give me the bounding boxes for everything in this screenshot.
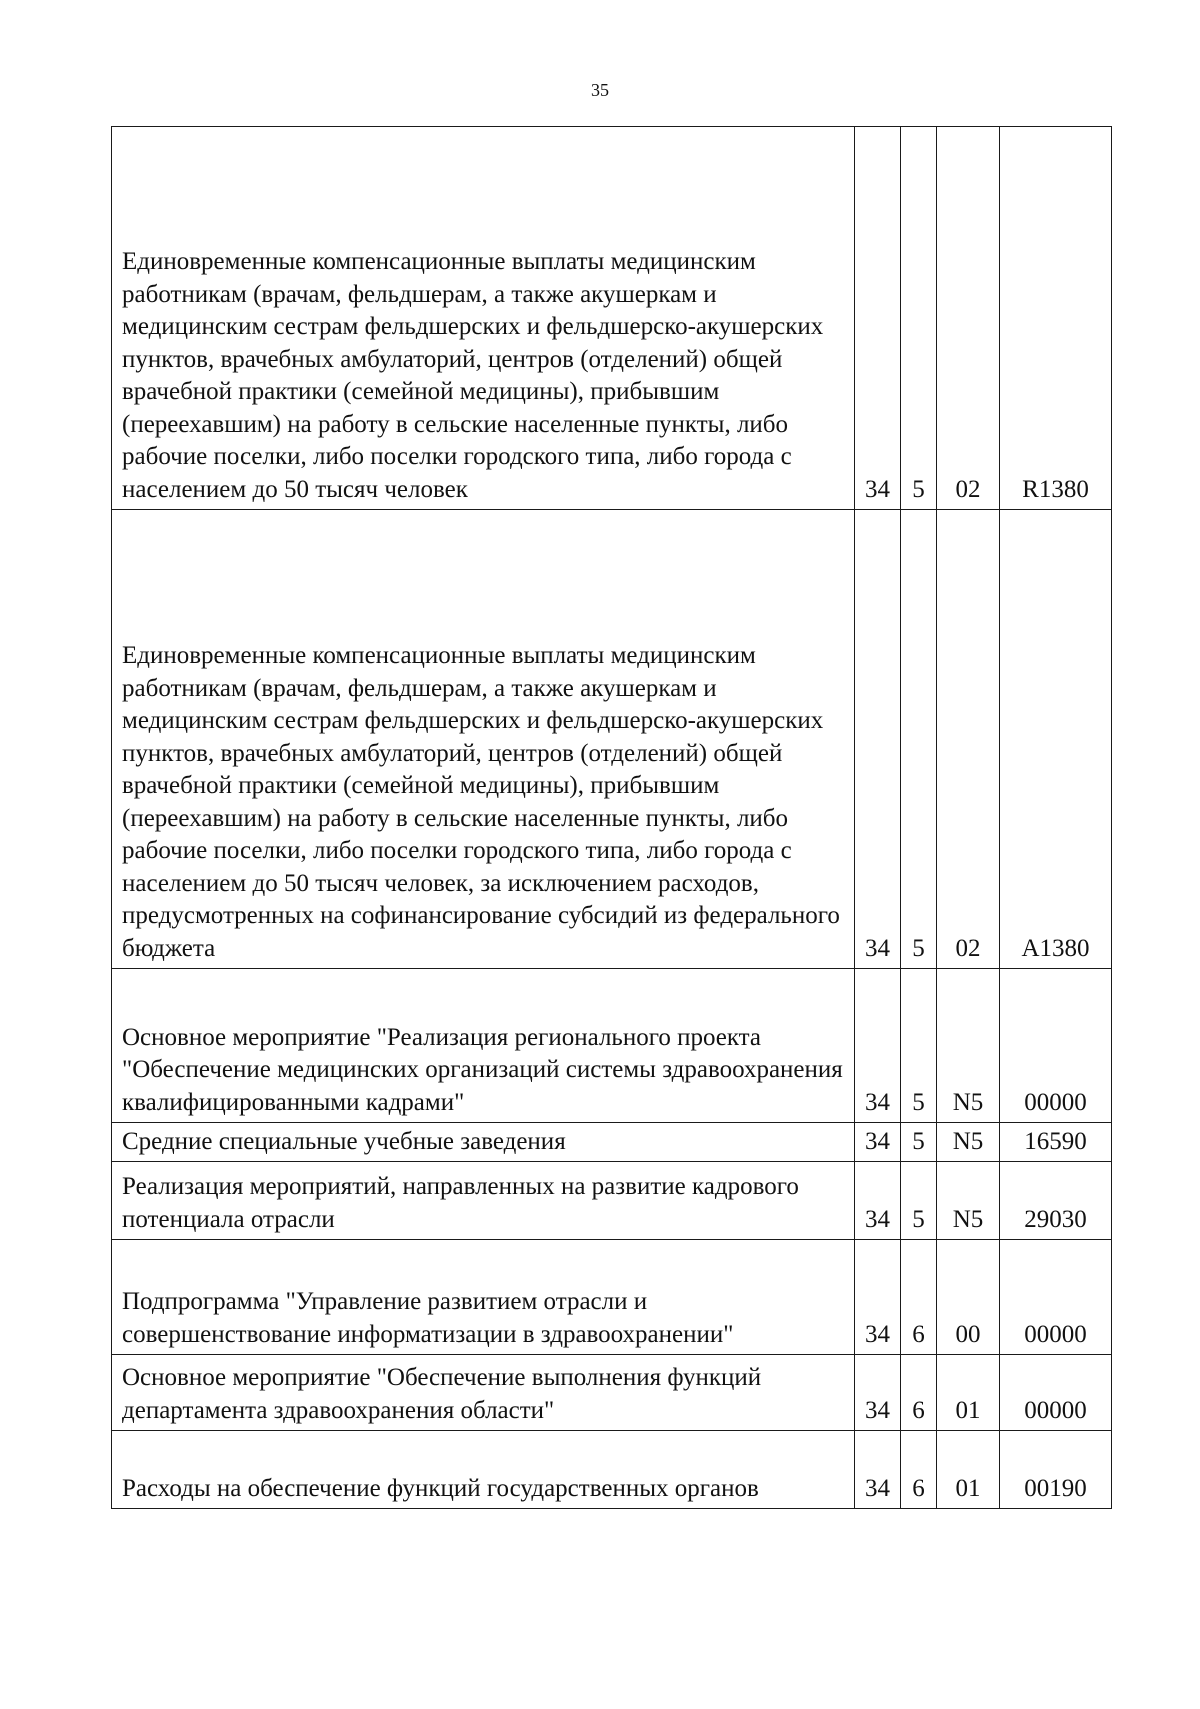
- expense-name: Основное мероприятие "Реализация регионального проекта "Обеспечение медицинских организаций системы здравоохранения квалифицированными кадрами": [112, 969, 855, 1123]
- code-direction: 00000: [1000, 1355, 1112, 1431]
- table-row: [112, 510, 1112, 969]
- table-row: [112, 1123, 1112, 1162]
- code-direction: 16590: [1000, 1123, 1112, 1162]
- code-ministry: 34: [855, 1240, 901, 1355]
- expense-name: Расходы на обеспечение функций государственных органов: [112, 1431, 855, 1509]
- table-row: [112, 127, 1112, 510]
- code-ministry: 34: [855, 969, 901, 1123]
- code-program: 6: [901, 1240, 937, 1355]
- expense-name: Единовременные компенсационные выплаты медицинским работникам (врачам, фельдшерам, а также акушеркам и медицинским сестрам фельдшерских и фельдшерско-акушерских пунктов, врачебных амбулаторий, центров (отделений) общей врачебной практики (семейной медицины), прибывшим (переехавшим) на работу в сельские населенные пункты, либо рабочие поселки, либо поселки городского типа, либо города с населением до 50 тысяч человек: [112, 127, 855, 510]
- code-ministry: 34: [855, 1162, 901, 1240]
- table-row: [112, 969, 1112, 1123]
- table-row: [112, 1355, 1112, 1431]
- expense-name: Средние специальные учебные заведения: [112, 1123, 855, 1162]
- expense-name: Основное мероприятие "Обеспечение выполнения функций департамента здравоохранения области": [112, 1355, 855, 1431]
- budget-table: [111, 126, 1112, 1509]
- code-subprogram: 02: [937, 127, 1000, 510]
- code-subprogram: 02: [937, 510, 1000, 969]
- expense-name: Реализация мероприятий, направленных на развитие кадрового потенциала отрасли: [112, 1162, 855, 1240]
- code-direction: R1380: [1000, 127, 1112, 510]
- code-ministry: 34: [855, 510, 901, 969]
- code-ministry: 34: [855, 1355, 901, 1431]
- code-program: 6: [901, 1355, 937, 1431]
- table-row: [112, 1240, 1112, 1355]
- expense-name: Единовременные компенсационные выплаты медицинским работникам (врачам, фельдшерам, а также акушеркам и медицинским сестрам фельдшерских и фельдшерско-акушерских пунктов, врачебных амбулаторий, центров (отделений) общей врачебной практики (семейной медицины), прибывшим (переехавшим) на работу в сельские населенные пункты, либо рабочие поселки, либо поселки городского типа, либо города с населением до 50 тысяч человек, за исключением расходов, предусмотренных на софинансирование субсидий из федерального бюджета: [112, 510, 855, 969]
- expense-name: Подпрограмма "Управление развитием отрасли и совершенствование информатизации в здравоохранении": [112, 1240, 855, 1355]
- code-subprogram: N5: [937, 1123, 1000, 1162]
- code-subprogram: N5: [937, 969, 1000, 1123]
- code-subprogram: 01: [937, 1431, 1000, 1509]
- code-ministry: 34: [855, 1123, 901, 1162]
- code-direction: 29030: [1000, 1162, 1112, 1240]
- code-direction: 00000: [1000, 1240, 1112, 1355]
- page-number: 35: [591, 80, 609, 100]
- code-direction: A1380: [1000, 510, 1112, 969]
- code-ministry: 34: [855, 1431, 901, 1509]
- table-row: [112, 1162, 1112, 1240]
- code-subprogram: 01: [937, 1355, 1000, 1431]
- code-program: 5: [901, 1162, 937, 1240]
- code-subprogram: N5: [937, 1162, 1000, 1240]
- code-program: 5: [901, 510, 937, 969]
- table-row: [112, 1431, 1112, 1509]
- code-program: 6: [901, 1431, 937, 1509]
- code-direction: 00190: [1000, 1431, 1112, 1509]
- code-program: 5: [901, 969, 937, 1123]
- code-ministry: 34: [855, 127, 901, 510]
- code-subprogram: 00: [937, 1240, 1000, 1355]
- code-direction: 00000: [1000, 969, 1112, 1123]
- code-program: 5: [901, 1123, 937, 1162]
- code-program: 5: [901, 127, 937, 510]
